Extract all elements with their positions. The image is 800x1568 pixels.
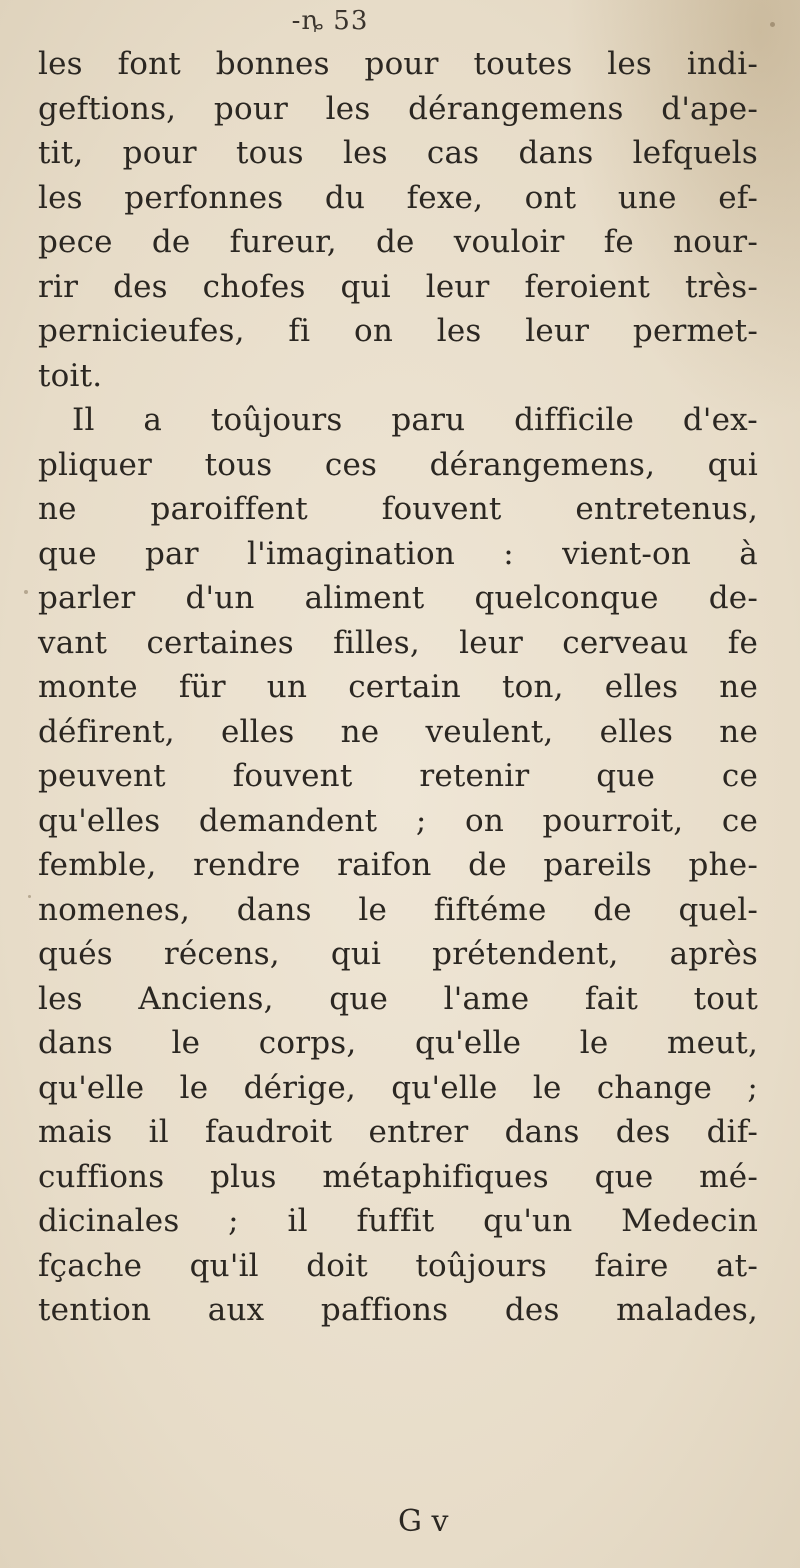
text-line-17: peuvent fouvent retenir que ce xyxy=(38,758,758,794)
body-text xyxy=(38,42,758,1333)
text-line-19: femble, rendre raifon de pareils phe- xyxy=(38,847,758,883)
text-line-28: fçache qu'il doit toûjours faire at- xyxy=(38,1247,758,1284)
text-line-23: dans le corps, qu'elle le meut, xyxy=(38,1025,758,1061)
text-line-2: geftions, pour les dérangemens d'ape- xyxy=(38,90,758,127)
text-line-12: que par l'imagination : vient-on à xyxy=(38,535,758,572)
text-line-10: pliquer tous ces dérangemens, qui xyxy=(38,446,758,483)
text-line-25: mais il faudroit entrer dans des dif- xyxy=(38,1114,758,1150)
catchword-signature: G v xyxy=(398,1504,449,1539)
text-line-27: dicinales ; il fuffit qu'un Medecin xyxy=(38,1203,758,1239)
text-line-24: qu'elle le dérige, qu'elle le change ; xyxy=(38,1069,758,1106)
text-line-21: qués récens, qui prétendent, après xyxy=(38,936,758,972)
text-line-1: les font bonnes pour toutes les indi- xyxy=(38,46,758,82)
text-line-26: cuffions plus métaphifiques que mé- xyxy=(38,1158,758,1195)
text-line-22: les Anciens, que l'ame fait tout xyxy=(38,980,758,1017)
text-line-13: parler d'un aliment quelconque de- xyxy=(38,580,758,616)
text-line-6: rir des chofes qui leur feroient très- xyxy=(38,268,758,305)
text-line-11: ne paroiffent fouvent entretenus, xyxy=(38,491,758,527)
text-line-3: tit, pour tous les cas dans lefquels xyxy=(38,135,758,171)
text-line-9: Il a toûjours paru difficile d'ex- xyxy=(72,402,758,438)
text-line-4: les perfonnes du fexe, ont une ef- xyxy=(38,179,758,216)
text-line-20: nomenes, dans le fiftéme de quel- xyxy=(38,891,758,928)
ink-speck xyxy=(28,895,31,898)
text-line-8: toit. xyxy=(38,357,103,394)
text-line-18: qu'elles demandent ; on pourroit, ce xyxy=(38,802,758,839)
page-number-header: -ȵ 53 xyxy=(291,6,369,36)
text-line-15: monte für un certain ton, elles ne xyxy=(38,669,758,705)
text-line-29: tention aux paffions des malades, xyxy=(38,1292,758,1328)
text-line-16: défirent, elles ne veulent, elles ne xyxy=(38,713,758,750)
text-line-7: pernicieufes, fi on les leur permet- xyxy=(38,313,758,349)
ink-speck xyxy=(24,590,28,594)
text-line-5: pece de fureur, de vouloir fe nour- xyxy=(38,224,758,260)
text-line-14: vant certaines filles, leur cerveau fe xyxy=(38,624,758,661)
ink-speck xyxy=(770,22,775,27)
